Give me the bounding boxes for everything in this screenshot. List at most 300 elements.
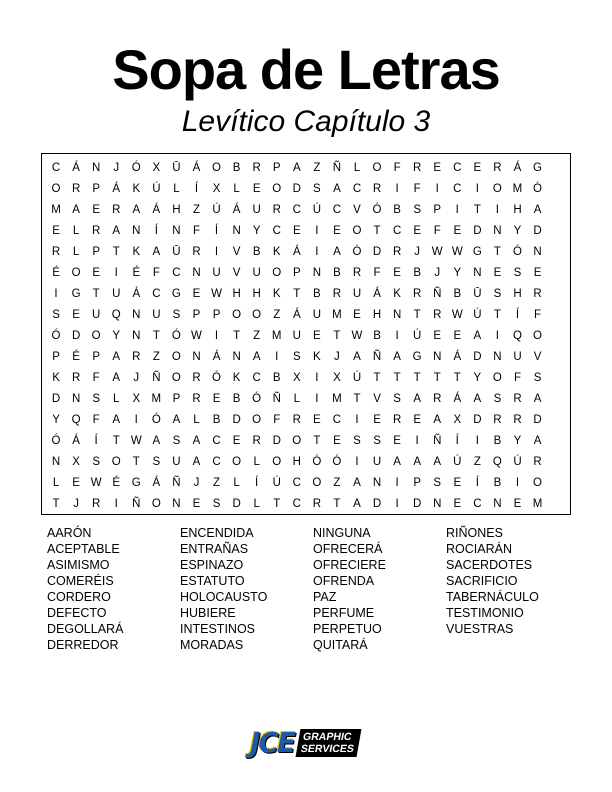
grid-letter[interactable]: Á — [373, 288, 381, 300]
grid-letter[interactable]: Ú — [352, 372, 362, 384]
grid-letter[interactable]: C — [212, 456, 221, 468]
grid-letter[interactable]: S — [513, 267, 522, 279]
grid-letter[interactable]: I — [495, 204, 499, 216]
grid-letter[interactable]: U — [292, 330, 301, 342]
grid-letter[interactable]: S — [172, 435, 181, 447]
grid-letter[interactable]: I — [214, 330, 219, 342]
grid-letter[interactable]: C — [172, 267, 181, 279]
grid-letter[interactable]: T — [393, 372, 401, 384]
grid-letter[interactable]: S — [533, 372, 542, 384]
grid-letter[interactable]: A — [413, 456, 421, 468]
grid-letter[interactable]: S — [292, 351, 301, 363]
grid-letter[interactable]: Á — [453, 393, 462, 405]
grid-letter[interactable]: E — [513, 498, 522, 510]
grid-letter[interactable]: C — [352, 183, 362, 195]
grid-letter[interactable]: W — [211, 288, 222, 300]
grid-letter[interactable]: F — [152, 267, 160, 279]
grid-letter[interactable]: Ú — [312, 204, 321, 216]
grid-letter[interactable]: G — [472, 246, 482, 258]
grid-letter[interactable]: T — [433, 372, 441, 384]
grid-letter[interactable]: E — [252, 183, 261, 195]
grid-letter[interactable]: R — [112, 204, 121, 216]
grid-letter[interactable]: Ó — [51, 330, 61, 342]
grid-letter[interactable]: R — [312, 498, 321, 510]
grid-letter[interactable]: E — [232, 435, 241, 447]
grid-letter[interactable]: W — [191, 330, 202, 342]
grid-letter[interactable]: T — [333, 330, 341, 342]
grid-letter[interactable]: U — [152, 309, 161, 321]
grid-letter[interactable]: D — [473, 351, 482, 363]
grid-letter[interactable]: Í — [94, 435, 98, 447]
grid-letter[interactable]: U — [372, 456, 382, 468]
grid-letter[interactable]: U — [513, 351, 522, 363]
grid-letter[interactable]: S — [172, 309, 181, 321]
grid-letter[interactable]: I — [395, 330, 399, 342]
grid-letter[interactable]: M — [512, 183, 523, 195]
grid-letter[interactable]: I — [475, 435, 479, 447]
grid-letter[interactable]: D — [533, 225, 542, 237]
grid-letter[interactable]: R — [433, 393, 442, 405]
grid-letter[interactable]: Q — [71, 414, 81, 426]
grid-letter[interactable]: G — [131, 477, 141, 489]
grid-letter[interactable]: T — [473, 204, 481, 216]
grid-letter[interactable]: O — [272, 456, 282, 468]
grid-letter[interactable]: D — [473, 225, 482, 237]
grid-letter[interactable]: N — [71, 393, 81, 405]
grid-letter[interactable]: C — [453, 162, 462, 174]
grid-letter[interactable]: M — [332, 309, 342, 321]
grid-letter[interactable]: W — [351, 330, 363, 342]
grid-letter[interactable]: X — [152, 162, 161, 174]
grid-letter[interactable]: I — [275, 351, 279, 363]
grid-letter[interactable]: Ū — [473, 288, 482, 300]
grid-letter[interactable]: R — [332, 288, 342, 300]
grid-letter[interactable]: P — [433, 204, 442, 216]
grid-letter[interactable]: O — [312, 477, 322, 489]
grid-letter[interactable]: O — [232, 309, 242, 321]
grid-letter[interactable]: E — [333, 435, 341, 447]
grid-letter[interactable]: R — [192, 246, 201, 258]
grid-letter[interactable]: T — [313, 435, 321, 447]
grid-letter[interactable]: Ú — [212, 204, 221, 216]
grid-letter[interactable]: I — [435, 183, 439, 195]
grid-letter[interactable]: Ú — [413, 330, 422, 342]
grid-letter[interactable]: O — [111, 456, 121, 468]
grid-letter[interactable]: O — [71, 267, 81, 279]
grid-letter[interactable]: H — [252, 288, 261, 300]
grid-letter[interactable]: N — [433, 498, 442, 510]
grid-letter[interactable]: E — [453, 498, 462, 510]
grid-letter[interactable]: Y — [513, 435, 522, 447]
grid-letter[interactable]: I — [415, 435, 419, 447]
grid-letter[interactable]: Á — [72, 435, 80, 447]
grid-letter[interactable]: E — [212, 393, 221, 405]
grid-letter[interactable]: R — [533, 456, 542, 468]
grid-letter[interactable]: H — [513, 204, 522, 216]
grid-letter[interactable]: L — [353, 162, 361, 174]
grid-letter[interactable]: E — [433, 330, 442, 342]
grid-letter[interactable]: T — [373, 372, 381, 384]
grid-letter[interactable]: T — [453, 372, 461, 384]
grid-letter[interactable]: R — [132, 351, 141, 363]
grid-letter[interactable]: K — [132, 183, 141, 195]
grid-letter[interactable]: E — [453, 330, 462, 342]
grid-letter[interactable]: N — [172, 225, 181, 237]
grid-letter[interactable]: I — [134, 414, 138, 426]
grid-letter[interactable]: A — [533, 393, 542, 405]
grid-letter[interactable]: I — [495, 330, 499, 342]
grid-letter[interactable]: D — [292, 183, 301, 195]
grid-letter[interactable]: Y — [52, 414, 60, 426]
grid-letter[interactable]: A — [333, 183, 341, 195]
grid-letter[interactable]: P — [52, 351, 60, 363]
grid-letter[interactable]: A — [353, 351, 361, 363]
grid-letter[interactable]: Y — [453, 267, 462, 279]
grid-letter[interactable]: O — [272, 183, 282, 195]
grid-letter[interactable]: N — [132, 309, 141, 321]
grid-letter[interactable]: B — [272, 372, 281, 384]
grid-letter[interactable]: V — [373, 393, 381, 405]
grid-letter[interactable]: R — [71, 183, 81, 195]
grid-letter[interactable]: F — [393, 162, 401, 174]
grid-letter[interactable]: Á — [513, 162, 522, 174]
grid-letter[interactable]: B — [313, 288, 321, 300]
grid-letter[interactable]: I — [315, 246, 319, 258]
grid-letter[interactable]: K — [272, 288, 281, 300]
grid-letter[interactable]: M — [532, 498, 543, 510]
grid-letter[interactable]: Ñ — [372, 351, 382, 363]
grid-letter[interactable]: E — [192, 288, 201, 300]
grid-letter[interactable]: K — [313, 351, 321, 363]
grid-letter[interactable]: R — [513, 414, 522, 426]
grid-letter[interactable]: D — [232, 498, 241, 510]
grid-letter[interactable]: N — [232, 351, 241, 363]
grid-letter[interactable]: O — [91, 330, 101, 342]
grid-letter[interactable]: Á — [453, 351, 462, 363]
grid-letter[interactable]: E — [473, 162, 482, 174]
grid-letter[interactable]: Ñ — [132, 498, 141, 510]
grid-letter[interactable]: T — [373, 225, 381, 237]
grid-letter[interactable]: T — [112, 246, 120, 258]
grid-letter[interactable]: P — [292, 267, 301, 279]
grid-letter[interactable]: N — [132, 225, 141, 237]
grid-letter[interactable]: T — [333, 498, 341, 510]
grid-letter[interactable]: L — [233, 477, 240, 489]
grid-letter[interactable]: B — [373, 330, 381, 342]
grid-letter[interactable]: L — [113, 393, 120, 405]
grid-letter[interactable]: Y — [473, 372, 482, 384]
grid-letter[interactable]: A — [112, 225, 121, 237]
grid-letter[interactable]: I — [114, 267, 118, 279]
grid-letter[interactable]: É — [112, 477, 121, 489]
grid-letter[interactable]: U — [212, 267, 221, 279]
grid-letter[interactable]: Á — [132, 288, 141, 300]
grid-letter[interactable]: R — [413, 162, 422, 174]
grid-letter[interactable]: E — [413, 225, 421, 237]
grid-letter[interactable]: A — [413, 393, 421, 405]
grid-letter[interactable]: E — [353, 309, 361, 321]
grid-letter[interactable]: A — [192, 435, 201, 447]
grid-letter[interactable]: J — [113, 162, 120, 174]
grid-letter[interactable]: M — [151, 393, 162, 405]
grid-letter[interactable]: N — [493, 498, 502, 510]
grid-letter[interactable]: É — [132, 267, 141, 279]
grid-letter[interactable]: C — [292, 204, 301, 216]
grid-letter[interactable]: U — [92, 309, 101, 321]
grid-letter[interactable]: E — [313, 330, 321, 342]
grid-letter[interactable]: W — [130, 435, 142, 447]
grid-letter[interactable]: C — [292, 498, 301, 510]
grid-letter[interactable]: I — [355, 414, 359, 426]
grid-letter[interactable]: C — [292, 477, 301, 489]
grid-letter[interactable]: É — [72, 351, 80, 363]
grid-letter[interactable]: M — [51, 204, 61, 216]
grid-letter[interactable]: L — [52, 477, 60, 489]
grid-letter[interactable]: X — [333, 372, 341, 384]
grid-letter[interactable]: Ñ — [172, 477, 181, 489]
grid-letter[interactable]: F — [413, 183, 421, 195]
grid-letter[interactable]: Á — [212, 351, 221, 363]
grid-letter[interactable]: W — [431, 246, 443, 258]
grid-letter[interactable]: T — [152, 330, 160, 342]
grid-letter[interactable]: B — [252, 246, 261, 258]
grid-letter[interactable]: A — [112, 372, 121, 384]
grid-letter[interactable]: R — [352, 267, 362, 279]
grid-letter[interactable]: C — [51, 162, 61, 174]
grid-letter[interactable]: S — [212, 498, 221, 510]
grid-letter[interactable]: S — [152, 456, 161, 468]
grid-letter[interactable]: E — [373, 414, 381, 426]
grid-letter[interactable]: V — [232, 267, 241, 279]
grid-letter[interactable]: X — [72, 456, 80, 468]
grid-letter[interactable]: I — [355, 456, 359, 468]
grid-letter[interactable]: Z — [273, 309, 281, 321]
grid-letter[interactable]: Í — [154, 225, 158, 237]
grid-letter[interactable]: Y — [252, 225, 261, 237]
grid-letter[interactable]: E — [292, 225, 301, 237]
grid-letter[interactable]: O — [492, 372, 502, 384]
grid-letter[interactable]: L — [72, 225, 80, 237]
grid-letter[interactable]: Ñ — [332, 162, 342, 174]
grid-letter[interactable]: X — [212, 183, 221, 195]
grid-letter[interactable]: K — [232, 372, 241, 384]
grid-letter[interactable]: R — [71, 372, 81, 384]
grid-letter[interactable]: S — [393, 393, 401, 405]
grid-letter[interactable]: A — [152, 246, 161, 258]
grid-letter[interactable]: S — [413, 204, 421, 216]
grid-letter[interactable]: F — [92, 414, 100, 426]
grid-letter[interactable]: N — [533, 246, 542, 258]
grid-letter[interactable]: R — [392, 246, 402, 258]
grid-letter[interactable]: C — [332, 414, 342, 426]
grid-letter[interactable]: A — [433, 456, 442, 468]
grid-letter[interactable]: D — [533, 414, 542, 426]
grid-letter[interactable]: T — [273, 498, 281, 510]
grid-letter[interactable]: V — [232, 246, 241, 258]
grid-letter[interactable]: F — [433, 225, 441, 237]
grid-letter[interactable]: L — [233, 183, 240, 195]
grid-letter[interactable]: U — [112, 288, 121, 300]
grid-letter[interactable]: Ú — [473, 309, 482, 321]
grid-letter[interactable]: S — [433, 477, 442, 489]
grid-letter[interactable]: R — [493, 414, 502, 426]
grid-letter[interactable]: E — [72, 309, 80, 321]
grid-letter[interactable]: F — [92, 372, 100, 384]
grid-letter[interactable]: P — [92, 183, 100, 195]
grid-letter[interactable]: E — [92, 267, 100, 279]
grid-letter[interactable]: A — [533, 204, 542, 216]
grid-letter[interactable]: D — [473, 414, 482, 426]
grid-letter[interactable]: R — [272, 204, 281, 216]
grid-letter[interactable]: C — [392, 225, 402, 237]
grid-letter[interactable]: K — [132, 246, 141, 258]
grid-letter[interactable]: H — [292, 456, 301, 468]
grid-letter[interactable]: Ñ — [152, 372, 161, 384]
grid-letter[interactable]: W — [451, 246, 463, 258]
grid-letter[interactable]: F — [192, 225, 200, 237]
grid-letter[interactable]: F — [534, 309, 542, 321]
grid-letter[interactable]: P — [172, 393, 181, 405]
grid-letter[interactable]: E — [393, 267, 401, 279]
grid-letter[interactable]: Q — [512, 330, 522, 342]
grid-letter[interactable]: B — [493, 435, 502, 447]
grid-letter[interactable]: D — [372, 498, 382, 510]
grid-letter[interactable]: T — [132, 456, 140, 468]
grid-letter[interactable]: Í — [214, 225, 219, 237]
grid-letter[interactable]: E — [413, 414, 421, 426]
grid-letter[interactable]: I — [395, 477, 399, 489]
grid-letter[interactable]: N — [51, 456, 61, 468]
grid-letter[interactable]: A — [112, 351, 121, 363]
grid-letter[interactable]: J — [434, 267, 441, 279]
grid-letter[interactable]: R — [513, 393, 522, 405]
grid-letter[interactable]: I — [114, 498, 118, 510]
grid-letter[interactable]: Ó — [51, 435, 61, 447]
grid-letter[interactable]: L — [72, 246, 80, 258]
grid-letter[interactable]: G — [171, 288, 181, 300]
grid-letter[interactable]: C — [332, 204, 342, 216]
grid-letter[interactable]: C — [152, 288, 161, 300]
grid-letter[interactable]: N — [493, 351, 502, 363]
grid-letter[interactable]: W — [451, 309, 463, 321]
grid-letter[interactable]: A — [192, 456, 201, 468]
grid-letter[interactable]: J — [133, 372, 140, 384]
grid-letter[interactable]: Á — [112, 183, 121, 195]
grid-letter[interactable]: O — [171, 351, 181, 363]
grid-letter[interactable]: Z — [333, 477, 341, 489]
grid-letter[interactable]: D — [272, 435, 281, 447]
grid-letter[interactable]: I — [315, 372, 319, 384]
grid-letter[interactable]: B — [413, 267, 421, 279]
grid-letter[interactable]: C — [212, 435, 221, 447]
grid-letter[interactable]: E — [453, 225, 462, 237]
grid-letter[interactable]: T — [92, 288, 100, 300]
grid-letter[interactable]: T — [233, 330, 241, 342]
grid-letter[interactable]: E — [72, 477, 80, 489]
grid-letter[interactable]: Á — [72, 162, 80, 174]
grid-letter[interactable]: P — [212, 309, 221, 321]
grid-letter[interactable]: N — [232, 225, 241, 237]
grid-letter[interactable]: L — [173, 183, 180, 195]
grid-letter[interactable]: Q — [492, 456, 502, 468]
grid-letter[interactable]: T — [293, 288, 301, 300]
grid-letter[interactable]: O — [533, 330, 542, 342]
grid-letter[interactable]: N — [172, 498, 181, 510]
grid-letter[interactable]: Ó — [252, 393, 262, 405]
grid-letter[interactable]: C — [252, 372, 261, 384]
grid-letter[interactable]: T — [52, 498, 60, 510]
grid-letter[interactable]: P — [272, 162, 281, 174]
grid-letter[interactable]: P — [413, 477, 421, 489]
grid-letter[interactable]: P — [92, 246, 100, 258]
grid-letter[interactable]: Ó — [312, 456, 322, 468]
grid-letter[interactable]: E — [52, 225, 60, 237]
grid-letter[interactable]: F — [373, 267, 381, 279]
grid-letter[interactable]: P — [192, 309, 201, 321]
grid-letter[interactable]: N — [192, 351, 201, 363]
grid-letter[interactable]: V — [353, 204, 361, 216]
grid-letter[interactable]: K — [52, 372, 60, 384]
grid-letter[interactable]: A — [473, 393, 482, 405]
grid-letter[interactable]: A — [353, 477, 361, 489]
grid-letter[interactable]: Ñ — [433, 288, 442, 300]
grid-letter[interactable]: G — [71, 288, 81, 300]
grid-letter[interactable]: R — [192, 372, 201, 384]
grid-letter[interactable]: T — [112, 435, 120, 447]
grid-letter[interactable]: E — [313, 414, 321, 426]
grid-letter[interactable]: J — [193, 477, 200, 489]
grid-letter[interactable]: A — [112, 414, 121, 426]
grid-letter[interactable]: O — [272, 267, 282, 279]
grid-letter[interactable]: T — [413, 372, 421, 384]
grid-letter[interactable]: B — [493, 477, 502, 489]
grid-letter[interactable]: R — [92, 225, 101, 237]
grid-letter[interactable]: E — [192, 498, 201, 510]
grid-letter[interactable]: H — [232, 288, 241, 300]
grid-letter[interactable]: Ó — [372, 204, 382, 216]
grid-letter[interactable]: I — [54, 288, 58, 300]
grid-letter[interactable]: R — [292, 414, 301, 426]
grid-letter[interactable]: Q — [111, 309, 121, 321]
grid-letter[interactable]: J — [414, 246, 421, 258]
grid-letter[interactable]: O — [232, 456, 242, 468]
grid-letter[interactable]: Z — [473, 456, 481, 468]
grid-letter[interactable]: S — [373, 435, 381, 447]
grid-letter[interactable]: Ú — [272, 477, 281, 489]
grid-letter[interactable]: S — [313, 183, 321, 195]
grid-letter[interactable]: Í — [515, 309, 520, 321]
grid-letter[interactable]: E — [453, 477, 462, 489]
grid-letter[interactable]: X — [453, 414, 462, 426]
grid-letter[interactable]: U — [172, 456, 181, 468]
grid-letter[interactable]: I — [475, 183, 479, 195]
grid-letter[interactable]: F — [513, 372, 521, 384]
grid-letter[interactable]: Á — [292, 246, 301, 258]
grid-letter[interactable]: Á — [152, 204, 161, 216]
grid-letter[interactable]: Ó — [212, 372, 221, 384]
grid-letter[interactable]: G — [533, 162, 542, 174]
grid-letter[interactable]: N — [92, 162, 101, 174]
grid-letter[interactable]: Ñ — [433, 435, 442, 447]
grid-letter[interactable]: D — [232, 414, 241, 426]
grid-letter[interactable]: Ó — [352, 246, 362, 258]
grid-letter[interactable]: B — [333, 267, 341, 279]
grid-letter[interactable]: B — [453, 288, 462, 300]
grid-letter[interactable]: I — [395, 183, 399, 195]
grid-letter[interactable]: T — [413, 309, 421, 321]
grid-letter[interactable]: S — [493, 288, 502, 300]
grid-letter[interactable]: Á — [292, 309, 301, 321]
